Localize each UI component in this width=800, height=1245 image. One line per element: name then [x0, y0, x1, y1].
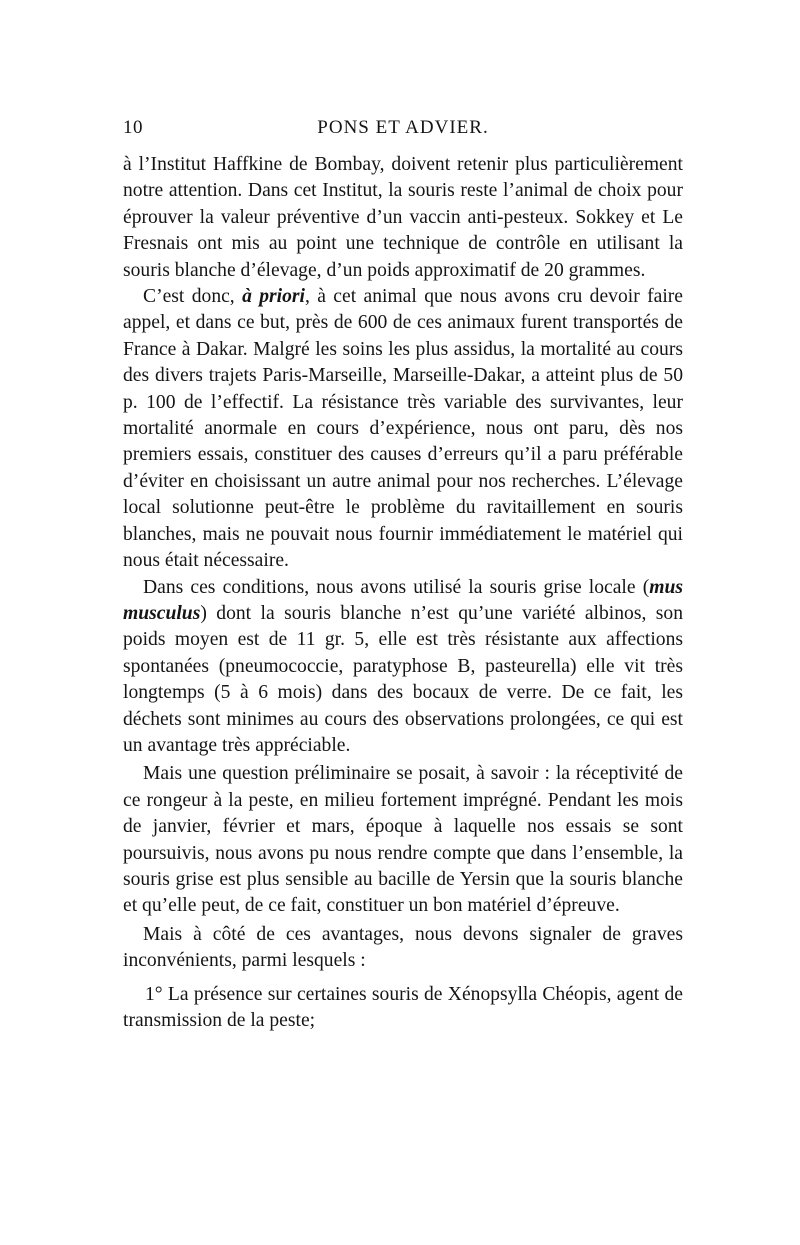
- paragraph-3-rest: ) dont la souris blanche n’est qu’une variété albinos, son poids moyen est de 11 gr. 5, elle est très résistante aux affections spontanées (pneumococcie, paratyphose B, pasteurella) elle vit très longtemps (5 à 6 mois) dans des bocaux de verre. De ce fait, les déchets sont minimes au cours des observations prolongées, ce qui est un avantage très appréciable.: [123, 602, 683, 756]
- paragraph-4: Mais une question préliminaire se posait, à savoir : la réceptivité de ce rongeur à la peste, en milieu fortement imprégné. Pendant les mois de janvier, février et mars, époque à laquelle nos essais se sont poursuivis, nous avons pu nous rendre compte que dans l’ensemble, la souris grise est plus sensible au bacille de Yersin que la souris blanche et qu’elle peut, de ce fait, constituer un bon matériel d’épreuve.: [123, 763, 683, 917]
- paragraph-2: [123, 284, 683, 574]
- paragraph-3: [123, 575, 683, 760]
- paragraph-1: à l’Institut Haffkine de Bombay, doivent retenir plus particulièrement notre attention. Dans cet Institut, la souris reste l’animal de choix pour éprouver la valeur préventive d’un vaccin anti-pesteux. Sokkey et Le Fresnais ont mis au point une technique de contrôle en utilisant la souris blanche d’élevage, d’un poids approximatif de 20 grammes.: [123, 154, 683, 281]
- paragraph-3-lead: Dans ces conditions, nous avons utilisé la souris grise locale (: [143, 576, 650, 598]
- paragraph-2-lead: C’est donc,: [143, 286, 243, 308]
- paragraph-2-rest: , à cet animal que nous avons cru devoir faire appel, et dans ce but, près de 600 de ces animaux furent transportés de France à Dakar. Malgré les soins les plus assidus, la mortalité au cours des divers trajets Paris-Marseille, Marseille-Dakar, a atteint plus de 50 p. 100 de l’effectif. La résistance très variable des survivantes, leur mortalité anormale en cours d’expérience, nous ont paru, dès nos premiers essais, constituer des causes d’erreurs qu’il a paru préférable d’éviter en choisissant un autre animal pour nos recherches. L’élevage local solutionne peut-être le problème du ravitaillement en souris blanches, mais ne pouvait nous fournir immédiatement le matériel qui nous était nécessaire.: [123, 286, 683, 572]
- paragraph-6: 1° La présence sur certaines souris de Xénopsylla Chéopis, agent de transmission de la peste;: [123, 983, 683, 1031]
- paragraph-5: Mais à côté de ces avantages, nous devons signaler de graves inconvénients, parmi lesquels :: [123, 923, 683, 972]
- italic-mus-musculus: mus musculus: [123, 576, 683, 624]
- page-number: 10: [123, 117, 143, 138]
- running-title: PONS ET ADVIER.: [317, 117, 489, 138]
- body-text: [123, 152, 683, 1034]
- running-head: [123, 117, 683, 143]
- italic-a-priori: à priori: [242, 286, 305, 308]
